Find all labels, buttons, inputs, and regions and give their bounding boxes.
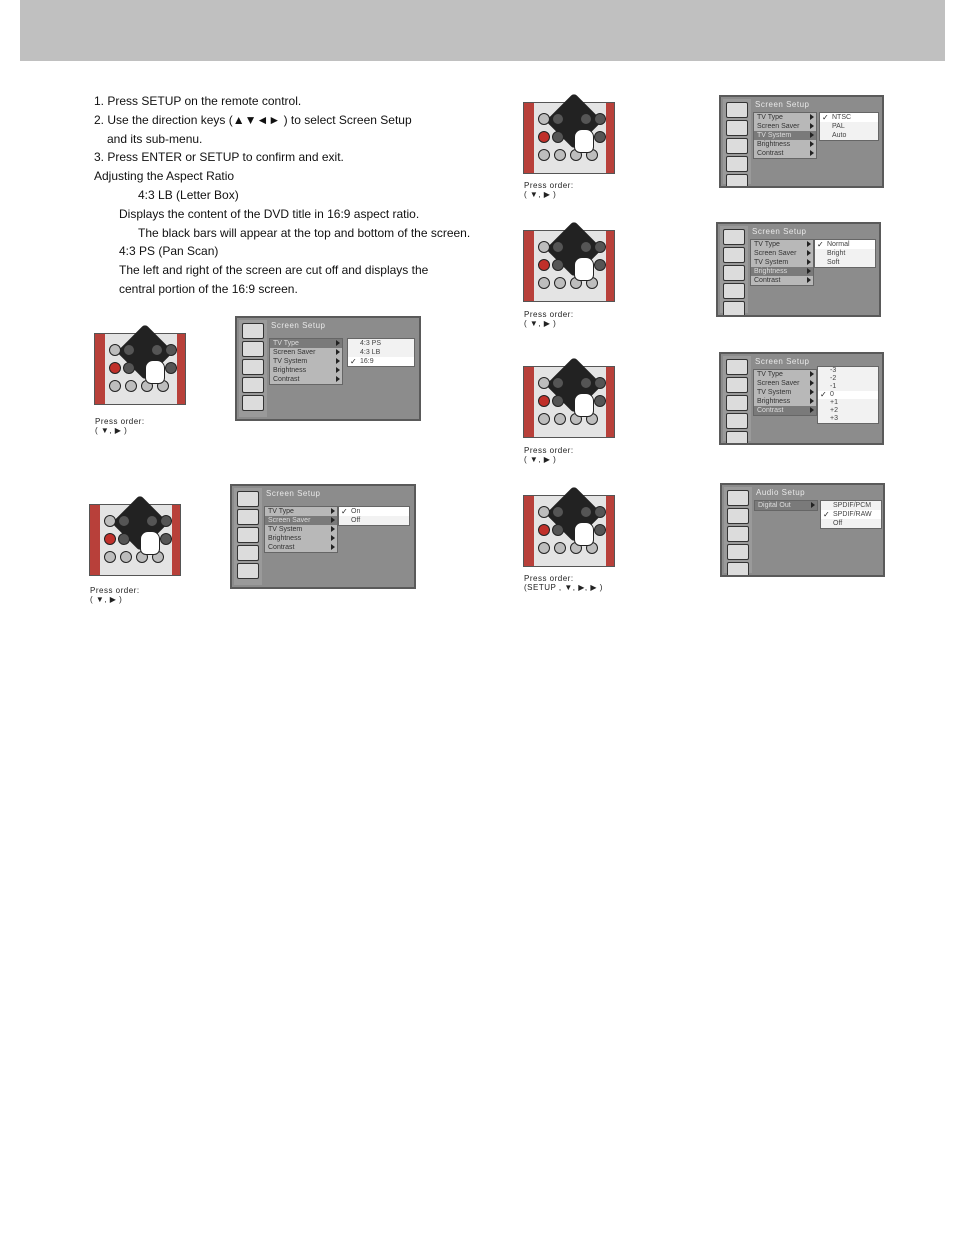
osd-menu [750, 239, 814, 286]
remote-button [552, 524, 564, 536]
remote-button [538, 149, 550, 161]
osd-option: -1 [830, 383, 837, 390]
osd-menu-item: Brightness [265, 534, 337, 543]
osd-menu-item: TV System [270, 357, 342, 366]
remote-button [160, 515, 172, 527]
osd-option: -2 [830, 375, 837, 382]
remote-button [146, 515, 158, 527]
osd-submenu [347, 338, 415, 367]
remote-button [552, 241, 564, 253]
press-order-label: Press order: [524, 181, 574, 190]
osd-title: Screen Setup [755, 100, 810, 109]
remote-illustration [523, 366, 615, 438]
osd-menu-item: TV System [751, 258, 813, 267]
osd-menu [753, 369, 817, 416]
osd-submenu [338, 506, 410, 526]
press-order-sequence: ( ▼, ▶ ) [524, 190, 557, 199]
instruction-line: Adjusting the Aspect Ratio [94, 169, 235, 184]
osd-option-selected: ✓ 0 [818, 391, 878, 399]
instruction-line: The left and right of the screen are cut off and displays the [119, 263, 429, 278]
osd-menu-item: Contrast [751, 276, 813, 285]
screen-icon [727, 508, 749, 524]
remote-button [552, 131, 564, 143]
pointing-hand-icon [145, 360, 165, 384]
osd-menu [264, 506, 338, 553]
press-order [524, 181, 574, 199]
remote-button [109, 380, 121, 392]
osd-option: Off [351, 517, 361, 524]
pointing-hand-icon [574, 522, 594, 546]
remote-button [554, 149, 566, 161]
remote-button [109, 344, 121, 356]
osd-icon-column [723, 356, 751, 441]
osd-menu-item: Digital Out [755, 501, 817, 510]
disc-icon [723, 229, 745, 245]
osd-screen-setup-tv-type [235, 316, 421, 421]
tools-icon [242, 377, 264, 393]
screen-icon [242, 341, 264, 357]
remote-button [165, 344, 177, 356]
remote-button [125, 380, 137, 392]
osd-icon-column [720, 226, 748, 313]
press-order-label: Press order: [524, 574, 574, 583]
tools-icon [726, 156, 748, 172]
osd-screen-setup-brightness [716, 222, 881, 317]
instructions [94, 92, 494, 299]
remote-button [538, 241, 550, 253]
remote-button [538, 277, 550, 289]
disc-icon [727, 490, 749, 506]
remote-button [104, 551, 116, 563]
instruction-line: 1. Press SETUP on the remote control. [94, 94, 302, 108]
osd-option-selected: ✓ SPDIF/RAW [821, 510, 881, 519]
remote-button [109, 362, 121, 374]
pointing-hand-icon [574, 393, 594, 417]
exit-icon [726, 174, 748, 188]
remote-illustration [523, 230, 615, 302]
disc-icon [726, 102, 748, 118]
press-order [524, 574, 603, 592]
osd-screen-setup-tv-system [719, 95, 884, 188]
osd-option: -3 [830, 367, 837, 374]
press-order [524, 446, 574, 464]
osd-menu-item: Contrast [270, 375, 342, 384]
remote-button [554, 413, 566, 425]
instruction-line: The black bars will appear at the top and bottom of the screen. [138, 225, 471, 240]
osd-menu-item: TV Type [270, 339, 342, 348]
remote-button [580, 113, 592, 125]
osd-menu-item: Screen Saver [754, 379, 816, 388]
press-order [524, 310, 574, 328]
osd-menu-item: Contrast [754, 149, 816, 158]
instruction-line: 3. Press ENTER or SETUP to confirm and exit. [94, 150, 344, 165]
osd-menu-item: Screen Saver [270, 348, 342, 357]
osd-option: 4:3 LB [360, 349, 381, 356]
remote-button [552, 377, 564, 389]
instruction-line: Displays the content of the DVD title in 16:9 aspect ratio. [119, 206, 420, 221]
osd-menu-item: TV System [265, 525, 337, 534]
disc-icon [242, 323, 264, 339]
tools-icon [727, 544, 749, 560]
osd-screen-setup-contrast [719, 352, 884, 445]
osd-menu-item: TV System [754, 388, 816, 397]
press-order-sequence: ( ▼, ▶ ) [524, 455, 557, 464]
osd-icon-column [239, 320, 267, 417]
osd-menu [753, 112, 817, 159]
remote-button [123, 344, 135, 356]
remote-button [118, 515, 130, 527]
osd-title: Screen Setup [755, 357, 810, 366]
osd-option: Off [833, 520, 843, 527]
remote-button [594, 506, 606, 518]
press-order-sequence: (SETUP , ▼, ▶, ▶ ) [524, 583, 603, 592]
press-order-sequence: ( ▼, ▶ ) [90, 595, 123, 604]
remote-button [580, 377, 592, 389]
remote-button [594, 131, 606, 143]
osd-menu-item: TV Type [754, 370, 816, 379]
remote-button [538, 131, 550, 143]
osd-option-selected: ✓ 16:9 [348, 357, 414, 366]
osd-menu-item: Screen Saver [754, 122, 816, 131]
disc-icon [726, 359, 748, 375]
osd-option-selected: ✓ On [339, 507, 409, 516]
osd-menu-item: TV System [754, 131, 816, 140]
osd-menu-item: TV Type [751, 240, 813, 249]
remote-button [538, 259, 550, 271]
screen-icon [723, 247, 745, 263]
tools-icon [723, 283, 745, 299]
press-order-label: Press order: [95, 417, 145, 426]
osd-menu-item: Brightness [754, 397, 816, 406]
instruction-line: 4:3 LB (Letter Box) [138, 187, 239, 202]
osd-menu-item: Contrast [265, 543, 337, 552]
remote-button [594, 524, 606, 536]
tools-icon [237, 545, 259, 561]
osd-option: SPDIF/PCM [833, 502, 872, 509]
osd-title: Screen Setup [266, 489, 321, 498]
speaker-icon [727, 526, 749, 542]
press-order [90, 586, 140, 604]
press-order-sequence: ( ▼, ▶ ) [524, 319, 557, 328]
remote-button [538, 113, 550, 125]
remote-illustration [523, 102, 615, 174]
osd-option-selected: ✓ Normal [815, 240, 875, 249]
exit-icon [726, 431, 748, 445]
remote-button [123, 362, 135, 374]
osd-menu-item: Screen Saver [265, 516, 337, 525]
osd-menu-item: Screen Saver [751, 249, 813, 258]
osd-audio-setup [720, 483, 885, 577]
osd-title: Audio Setup [756, 488, 806, 497]
remote-illustration [523, 495, 615, 567]
osd-title: Screen Setup [752, 227, 807, 236]
osd-menu [269, 338, 343, 385]
remote-button [538, 524, 550, 536]
remote-illustration [89, 504, 181, 576]
osd-option: Bright [827, 250, 846, 257]
speaker-icon [242, 359, 264, 375]
instruction-line: central portion of the 16:9 screen. [119, 281, 298, 296]
osd-icon-column [724, 487, 752, 573]
speaker-icon [726, 395, 748, 411]
remote-button [538, 506, 550, 518]
remote-button [538, 542, 550, 554]
osd-menu-item: TV Type [754, 113, 816, 122]
speaker-icon [726, 138, 748, 154]
exit-icon [237, 563, 259, 579]
remote-button [552, 395, 564, 407]
remote-button [104, 533, 116, 545]
osd-title: Screen Setup [271, 321, 326, 330]
exit-icon [242, 395, 264, 411]
osd-submenu [814, 239, 876, 268]
remote-button [552, 506, 564, 518]
remote-button [594, 241, 606, 253]
remote-button [554, 277, 566, 289]
exit-icon [727, 562, 749, 577]
osd-icon-column [723, 99, 751, 184]
remote-illustration [94, 333, 186, 405]
remote-button [538, 377, 550, 389]
press-order-label: Press order: [90, 586, 140, 595]
osd-submenu [820, 500, 882, 529]
press-order-label: Press order: [524, 310, 574, 319]
instruction-line: 4:3 PS (Pan Scan) [119, 244, 219, 259]
remote-button [151, 344, 163, 356]
remote-button [554, 542, 566, 554]
osd-submenu [817, 366, 879, 424]
remote-button [594, 395, 606, 407]
osd-menu-item: TV Type [265, 507, 337, 516]
remote-button [165, 362, 177, 374]
osd-menu-item: Brightness [270, 366, 342, 375]
pointing-hand-icon [574, 129, 594, 153]
exit-icon [723, 301, 745, 317]
speaker-icon [237, 527, 259, 543]
header-bar [20, 0, 945, 61]
osd-icon-column [234, 488, 262, 585]
pointing-hand-icon [574, 257, 594, 281]
screen-icon [237, 509, 259, 525]
press-order [95, 417, 145, 435]
screen-icon [726, 377, 748, 393]
osd-option: PAL [832, 123, 845, 130]
instruction-line: 2. Use the direction keys (▲▼◄► ) to select Screen Setup [94, 112, 412, 127]
remote-button [594, 113, 606, 125]
remote-button [160, 533, 172, 545]
osd-screen-setup-saver [230, 484, 416, 589]
osd-option: +3 [830, 415, 838, 422]
osd-option: 4:3 PS [360, 340, 382, 347]
instruction-line: and its sub-menu. [107, 131, 203, 146]
press-order-sequence: ( ▼, ▶ ) [95, 426, 128, 435]
pointing-hand-icon [140, 531, 160, 555]
remote-button [538, 395, 550, 407]
remote-button [538, 413, 550, 425]
tools-icon [726, 413, 748, 429]
screen-icon [726, 120, 748, 136]
press-order-label: Press order: [524, 446, 574, 455]
disc-icon [237, 491, 259, 507]
osd-menu-item: Contrast [754, 406, 816, 415]
osd-option: Soft [827, 259, 840, 266]
osd-option: +2 [830, 407, 838, 414]
osd-menu-item: Brightness [751, 267, 813, 276]
osd-option: +1 [830, 399, 838, 406]
remote-button [552, 113, 564, 125]
remote-button [104, 515, 116, 527]
remote-button [580, 506, 592, 518]
osd-menu [754, 500, 818, 511]
remote-button [594, 259, 606, 271]
osd-option: Auto [832, 132, 847, 139]
osd-option-selected: ✓ NTSC [820, 113, 878, 122]
remote-button [594, 377, 606, 389]
osd-menu-item: Brightness [754, 140, 816, 149]
osd-submenu [819, 112, 879, 141]
speaker-icon [723, 265, 745, 281]
remote-button [580, 241, 592, 253]
remote-button [118, 533, 130, 545]
remote-button [120, 551, 132, 563]
remote-button [552, 259, 564, 271]
